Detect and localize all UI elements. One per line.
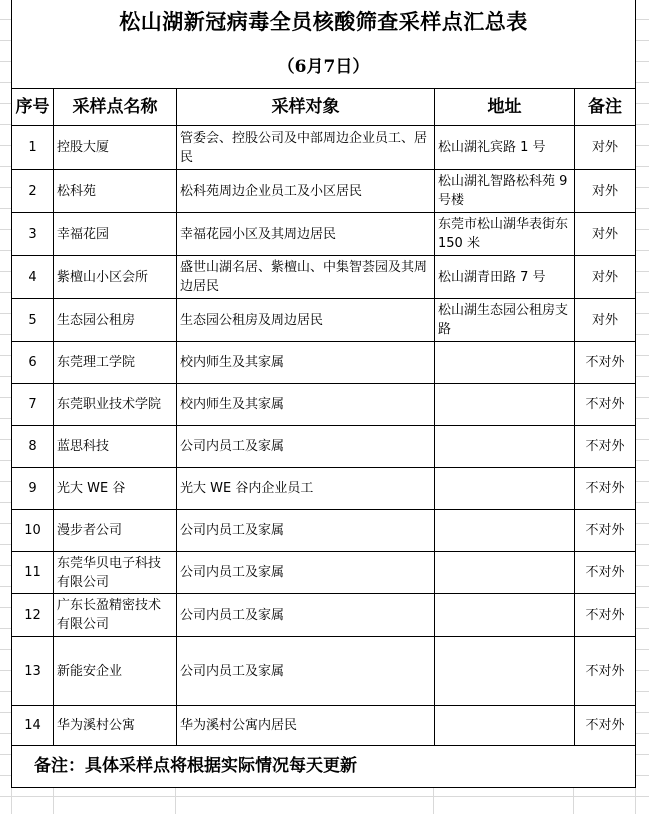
cell-address xyxy=(435,706,575,746)
gridline-horizontal xyxy=(0,796,649,797)
cell-address: 松山湖生态园公租房支路 xyxy=(435,299,575,342)
table-row xyxy=(12,594,636,637)
cell-note: 不对外 xyxy=(575,594,636,637)
cell-note: 不对外 xyxy=(575,706,636,746)
footer-row xyxy=(12,746,636,788)
cell-target: 盛世山湖名居、紫檀山、中集智荟园及其周边居民 xyxy=(177,256,435,299)
cell-note: 对外 xyxy=(575,170,636,213)
table-body xyxy=(12,126,636,746)
cell-name: 漫步者公司 xyxy=(54,510,177,552)
cell-note: 不对外 xyxy=(575,637,636,706)
cell-note: 不对外 xyxy=(575,468,636,510)
cell-no: 10 xyxy=(12,510,54,552)
cell-no: 4 xyxy=(12,256,54,299)
title-block xyxy=(11,0,636,88)
cell-note: 对外 xyxy=(575,299,636,342)
table-row xyxy=(12,426,636,468)
cell-address: 松山湖青田路 7 号 xyxy=(435,256,575,299)
cell-address: 松山湖礼宾路 1 号 xyxy=(435,126,575,170)
document-title: 松山湖新冠病毒全员核酸筛查采样点汇总表 xyxy=(119,9,528,34)
table-row xyxy=(12,384,636,426)
cell-no: 8 xyxy=(12,426,54,468)
table-row xyxy=(12,126,636,170)
cell-address xyxy=(435,384,575,426)
table-row xyxy=(12,510,636,552)
cell-note: 不对外 xyxy=(575,342,636,384)
cell-no: 5 xyxy=(12,299,54,342)
cell-name: 生态园公租房 xyxy=(54,299,177,342)
table-row xyxy=(12,552,636,594)
sampling-points-table xyxy=(11,88,636,788)
cell-no: 14 xyxy=(12,706,54,746)
cell-target: 公司内员工及家属 xyxy=(177,510,435,552)
cell-address xyxy=(435,426,575,468)
cell-address xyxy=(435,594,575,637)
cell-no: 3 xyxy=(12,213,54,256)
header-name: 采样点名称 xyxy=(54,89,177,126)
cell-target: 校内师生及其家属 xyxy=(177,342,435,384)
cell-note: 不对外 xyxy=(575,510,636,552)
header-target: 采样对象 xyxy=(177,89,435,126)
header-note: 备注 xyxy=(575,89,636,126)
cell-name: 蓝思科技 xyxy=(54,426,177,468)
cell-target: 生态园公租房及周边居民 xyxy=(177,299,435,342)
cell-address xyxy=(435,468,575,510)
cell-no: 9 xyxy=(12,468,54,510)
cell-address xyxy=(435,637,575,706)
cell-target: 光大 WE 谷内企业员工 xyxy=(177,468,435,510)
cell-name: 东莞华贝电子科技有限公司 xyxy=(54,552,177,594)
cell-no: 1 xyxy=(12,126,54,170)
table-row xyxy=(12,299,636,342)
header-address: 地址 xyxy=(435,89,575,126)
cell-name: 光大 WE 谷 xyxy=(54,468,177,510)
document-date: （6月7日） xyxy=(277,57,370,77)
cell-address xyxy=(435,342,575,384)
cell-note: 对外 xyxy=(575,126,636,170)
cell-target: 公司内员工及家属 xyxy=(177,426,435,468)
footer-note: 备注：具体采样点将根据实际情况每天更新 xyxy=(12,746,636,788)
cell-name: 新能安企业 xyxy=(54,637,177,706)
cell-target: 公司内员工及家属 xyxy=(177,637,435,706)
cell-target: 松科苑周边企业员工及小区居民 xyxy=(177,170,435,213)
table-row xyxy=(12,342,636,384)
cell-target: 公司内员工及家属 xyxy=(177,552,435,594)
cell-name: 控股大厦 xyxy=(54,126,177,170)
cell-name: 华为溪村公寓 xyxy=(54,706,177,746)
table-row xyxy=(12,706,636,746)
table-row xyxy=(12,468,636,510)
cell-no: 13 xyxy=(12,637,54,706)
cell-address: 松山湖礼智路松科苑 9 号楼 xyxy=(435,170,575,213)
cell-note: 对外 xyxy=(575,256,636,299)
cell-name: 幸福花园 xyxy=(54,213,177,256)
cell-no: 6 xyxy=(12,342,54,384)
header-row xyxy=(12,89,636,126)
cell-name: 东莞职业技术学院 xyxy=(54,384,177,426)
cell-no: 11 xyxy=(12,552,54,594)
cell-target: 幸福花园小区及其周边居民 xyxy=(177,213,435,256)
table-row xyxy=(12,637,636,706)
cell-no: 2 xyxy=(12,170,54,213)
cell-name: 东莞理工学院 xyxy=(54,342,177,384)
table-row xyxy=(12,170,636,213)
cell-address xyxy=(435,552,575,594)
cell-target: 管委会、控股公司及中部周边企业员工、居民 xyxy=(177,126,435,170)
cell-note: 不对外 xyxy=(575,552,636,594)
cell-note: 不对外 xyxy=(575,384,636,426)
table-row xyxy=(12,256,636,299)
cell-name: 紫檀山小区会所 xyxy=(54,256,177,299)
cell-target: 公司内员工及家属 xyxy=(177,594,435,637)
cell-no: 12 xyxy=(12,594,54,637)
cell-target: 华为溪村公寓内居民 xyxy=(177,706,435,746)
header-no: 序号 xyxy=(12,89,54,126)
cell-name: 广东长盈精密技术有限公司 xyxy=(54,594,177,637)
cell-note: 不对外 xyxy=(575,426,636,468)
cell-no: 7 xyxy=(12,384,54,426)
cell-address: 东莞市松山湖华表街东 150 米 xyxy=(435,213,575,256)
cell-target: 校内师生及其家属 xyxy=(177,384,435,426)
cell-note: 对外 xyxy=(575,213,636,256)
cell-name: 松科苑 xyxy=(54,170,177,213)
cell-address xyxy=(435,510,575,552)
table-row xyxy=(12,213,636,256)
